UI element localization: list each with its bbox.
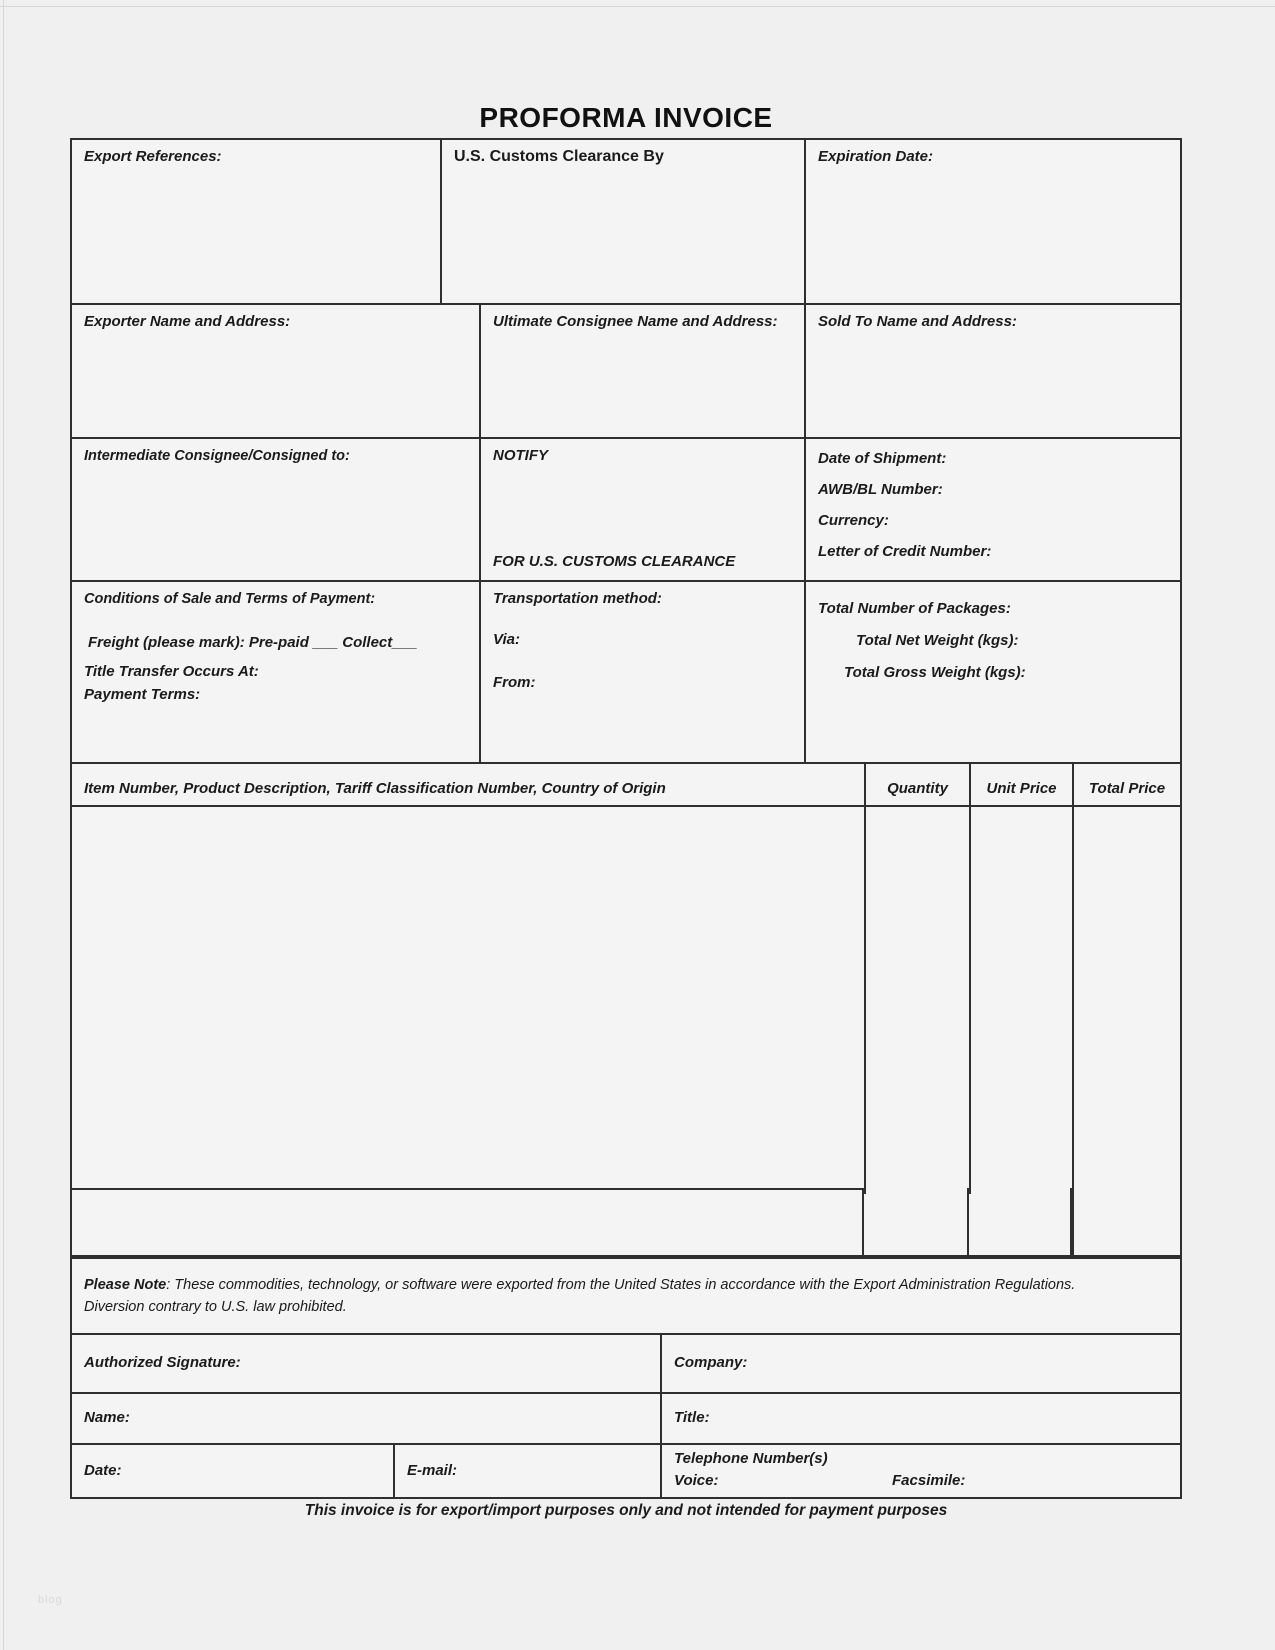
quantity-body-cell	[864, 807, 969, 1194]
ultimate-consignee-label: Ultimate Consignee Name and Address:	[493, 313, 778, 330]
total-price-header-cell	[1072, 764, 1180, 805]
items-table-body	[70, 805, 1182, 1258]
name-label: Name:	[84, 1409, 130, 1427]
please-note-body: : These commodities, technology, or software were exported from the United States in accordance with the Export Administration Regulations.	[166, 1276, 1076, 1293]
conditions-of-sale-field	[72, 582, 479, 762]
exporter-field	[72, 305, 479, 437]
signature-row	[70, 1333, 1182, 1394]
authorized-signature-label: Authorized Signature:	[84, 1354, 241, 1372]
expiration-date-field	[804, 140, 1180, 303]
voice-label: Voice:	[674, 1472, 719, 1489]
totals-field	[804, 582, 1180, 762]
page-top-edge	[0, 6, 1275, 7]
transportation-field	[479, 582, 804, 762]
header-row	[70, 138, 1182, 305]
unit-price-header-label: Unit Price	[986, 780, 1057, 798]
contact-row	[70, 1443, 1182, 1499]
notify-label: NOTIFY	[493, 447, 548, 464]
please-note-lead: Please Note	[84, 1276, 167, 1293]
total-price-column-line	[1070, 1188, 1072, 1256]
unit-price-header-cell	[969, 764, 1072, 805]
authorized-signature-field	[72, 1335, 660, 1392]
quantity-column-line	[862, 1188, 864, 1256]
company-label: Company:	[674, 1354, 748, 1372]
total-packages-label: Total Number of Packages:	[818, 600, 1011, 617]
item-description-header-label: Item Number, Product Description, Tariff Classification Number, Country of Origin	[84, 780, 666, 798]
export-note-band	[70, 1256, 1182, 1335]
export-note-text	[72, 1268, 1087, 1325]
sold-to-label: Sold To Name and Address:	[818, 313, 1017, 330]
from-label: From:	[493, 673, 536, 691]
quantity-header-label: Quantity	[887, 780, 948, 798]
page-left-edge	[3, 0, 4, 1650]
exporter-label: Exporter Name and Address:	[84, 313, 291, 330]
telephone-numbers-label: Telephone Number(s)	[674, 1450, 828, 1467]
intermediate-consignee-field	[72, 439, 479, 580]
items-table-header	[70, 762, 1182, 807]
via-label: Via:	[493, 630, 520, 648]
email-label: E-mail:	[407, 1461, 458, 1479]
net-weight-label: Total Net Weight (kgs):	[856, 631, 1019, 649]
notify-field	[479, 439, 804, 580]
gross-weight-label: Total Gross Weight (kgs):	[844, 663, 1026, 681]
footer-disclaimer: This invoice is for export/import purposes only and not intended for payment purposes	[304, 1502, 948, 1519]
conditions-of-sale-label: Conditions of Sale and Terms of Payment:	[84, 591, 376, 607]
awb-bl-number-label: AWB/BL Number:	[818, 481, 943, 498]
email-field	[393, 1445, 660, 1497]
payment-terms-label: Payment Terms:	[84, 685, 201, 703]
intermediate-consignee-label: Intermediate Consignee/Consigned to:	[84, 448, 350, 464]
letter-of-credit-label: Letter of Credit Number:	[818, 543, 992, 560]
export-references-label: Export References:	[84, 148, 222, 165]
freight-mark-label: Freight (please mark): Pre-paid ___ Collect___	[88, 634, 418, 652]
total-price-header-label: Total Price	[1088, 780, 1166, 798]
item-description-header-cell	[72, 764, 864, 805]
quantity-header-cell	[864, 764, 969, 805]
transportation-method-label: Transportation method:	[493, 590, 662, 607]
date-field	[72, 1445, 393, 1497]
page-title: PROFORMA INVOICE	[479, 102, 773, 133]
export-references-field	[72, 140, 440, 303]
watermark-text: blog	[38, 1594, 63, 1606]
telephone-field	[660, 1445, 1180, 1497]
title-transfer-label: Title Transfer Occurs At:	[84, 662, 259, 680]
total-price-body-cell	[1072, 807, 1180, 1255]
company-field	[660, 1335, 1180, 1392]
facsimile-label: Facsimile:	[892, 1472, 966, 1489]
shipment-details-field	[804, 439, 1180, 580]
title-field	[660, 1394, 1180, 1443]
date-of-shipment-label: Date of Shipment:	[818, 450, 947, 467]
date-label: Date:	[84, 1461, 122, 1479]
unit-price-body-cell	[969, 807, 1072, 1194]
unit-price-column-line	[967, 1188, 969, 1256]
description-cell-bottom-border	[72, 1188, 862, 1190]
parties-row	[70, 303, 1182, 439]
currency-label: Currency:	[818, 512, 889, 529]
expiration-date-label: Expiration Date:	[818, 148, 934, 165]
sold-to-field	[804, 305, 1180, 437]
consignee-row	[70, 437, 1182, 582]
us-customs-clearance-field	[440, 140, 804, 303]
for-us-customs-clearance-label: FOR U.S. CUSTOMS CLEARANCE	[493, 553, 736, 571]
please-note-line2: Diversion contrary to U.S. law prohibited.	[84, 1299, 347, 1315]
ultimate-consignee-field	[479, 305, 804, 437]
us-customs-clearance-label: U.S. Customs Clearance By	[454, 148, 664, 165]
terms-row	[70, 580, 1182, 764]
name-field	[72, 1394, 660, 1443]
title-label: Title:	[674, 1409, 710, 1427]
name-title-row	[70, 1392, 1182, 1445]
